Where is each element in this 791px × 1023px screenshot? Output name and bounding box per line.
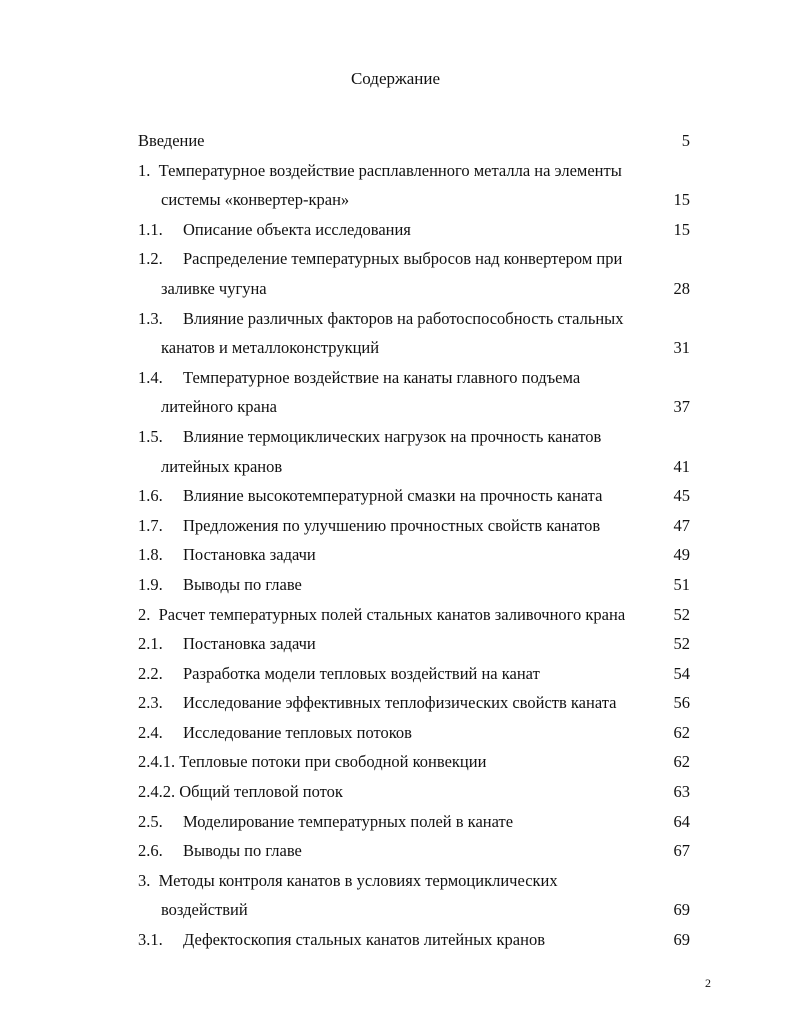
toc-entry-text: Распределение температурных выбросов над конвертером при [183, 249, 623, 269]
toc-entry-page: 31 [673, 338, 690, 358]
toc-entry [138, 747, 700, 777]
toc-entry-number: 2.5. [138, 811, 163, 831]
toc-entry [138, 244, 700, 274]
toc-entry-text: воздействий [161, 900, 248, 920]
toc-entry-number: 2.4.1. [138, 752, 176, 772]
toc-entry [138, 807, 700, 837]
toc-entry-page: 41 [673, 456, 690, 476]
toc-entry-text: Влияние различных факторов на работоспособность стальных [183, 308, 624, 328]
toc-entry-text: Постановка задачи [183, 634, 316, 654]
toc-entry-text: Выводы по главе [183, 841, 302, 861]
toc-entry-text: литейных кранов [161, 456, 283, 476]
toc-entry-number: 1. [138, 160, 151, 180]
toc-entry [138, 363, 700, 393]
toc-entry-text: Расчет температурных полей стальных канатов заливочного крана [158, 604, 626, 624]
toc-entry-continuation [138, 333, 700, 363]
toc-entry [138, 511, 700, 541]
toc-entry-text: Исследование тепловых потоков [183, 722, 412, 742]
page-title: Содержание [350, 69, 441, 88]
toc-entry-page: 5 [681, 131, 690, 150]
toc-entry-number: 2.1. [138, 634, 163, 654]
toc-entry-page: 37 [673, 397, 690, 417]
toc-entry-text: Моделирование температурных полей в канате [183, 811, 514, 831]
toc-entry [138, 481, 700, 511]
toc-entry-text: Тепловые потоки при свободной конвекции [179, 752, 487, 772]
toc-entry-continuation [138, 452, 700, 482]
toc-entry-page: 63 [673, 782, 690, 802]
toc-entry-number: 2.4.2. [138, 782, 176, 802]
toc-entry-number: 1.3. [138, 308, 163, 328]
toc-entry-page: 62 [673, 722, 690, 742]
toc-entry-number: 3. [138, 870, 151, 890]
toc-entry [138, 836, 700, 866]
toc-entry-page: 28 [673, 278, 690, 298]
toc-entry-text: Выводы по главе [183, 574, 302, 594]
toc-entry-number: 1.8. [138, 545, 163, 565]
toc-entry [138, 156, 700, 186]
toc-entry-page: 52 [673, 604, 690, 624]
toc-entry-continuation [138, 392, 700, 422]
table-of-contents [138, 126, 700, 955]
toc-entry-text: Предложения по улучшению прочностных свойств канатов [183, 515, 601, 535]
toc-entry-number: 1.7. [138, 515, 163, 535]
toc-entry [138, 688, 700, 718]
toc-entry-text: заливке чугуна [161, 278, 267, 298]
toc-entry-number: 2.2. [138, 663, 163, 683]
toc-entry [138, 777, 700, 807]
toc-entry-page: 52 [673, 634, 690, 654]
toc-entry-text: Влияние высокотемпературной смазки на прочность каната [183, 486, 603, 506]
toc-entry [138, 570, 700, 600]
toc-entry-page: 51 [673, 574, 690, 594]
toc-entry-text: Температурное воздействие расплавленного металла на элементы [158, 160, 622, 180]
toc-entry [138, 718, 700, 748]
toc-entry-page: 62 [673, 752, 690, 772]
toc-entry-text: Постановка задачи [183, 545, 316, 565]
toc-entry [138, 215, 700, 245]
toc-entry-number: 1.6. [138, 486, 163, 506]
toc-entry-number: 2.3. [138, 693, 163, 713]
toc-entry-text: Введение [138, 131, 205, 150]
toc-entry-text: Температурное воздействие на канаты главного подъема [183, 367, 581, 387]
toc-entry-number: 1.4. [138, 367, 163, 387]
toc-entry-page: 49 [673, 545, 690, 565]
toc-entry-number: 1.2. [138, 249, 163, 269]
toc-entry-page: 56 [673, 693, 690, 713]
toc-entry-number: 1.1. [138, 219, 163, 239]
toc-entry-page: 54 [673, 663, 690, 683]
toc-entry [138, 600, 700, 630]
toc-entry-page: 47 [673, 515, 690, 535]
toc-entry [138, 126, 700, 156]
toc-entry-text: Описание объекта исследования [183, 219, 411, 239]
toc-entry [138, 629, 700, 659]
toc-entry [138, 304, 700, 334]
toc-entry [138, 422, 700, 452]
toc-entry [138, 659, 700, 689]
toc-entry-page: 45 [673, 486, 690, 506]
toc-entry-text: Исследование эффективных теплофизических свойств каната [183, 693, 617, 713]
toc-entry-number: 2.4. [138, 722, 163, 742]
toc-entry-page: 67 [673, 841, 690, 861]
toc-entry-continuation [138, 274, 700, 304]
toc-entry-text: Общий тепловой поток [179, 782, 343, 802]
toc-entry-number: 1.5. [138, 426, 163, 446]
toc-entry-text: Разработка модели тепловых воздействий на канат [183, 663, 540, 683]
toc-entry-text: Методы контроля канатов в условиях термоциклических [158, 870, 558, 890]
toc-entry-page: 69 [673, 930, 690, 950]
toc-entry-number: 2.6. [138, 841, 163, 861]
toc-entry-page: 64 [673, 811, 690, 831]
toc-entry-page: 15 [673, 190, 690, 210]
toc-entry-number: 2. [138, 604, 151, 624]
toc-entry-text: системы «конвертер-кран» [161, 190, 350, 210]
toc-entry-continuation [138, 895, 700, 925]
toc-entry [138, 925, 700, 955]
toc-entry-text: литейного крана [161, 397, 277, 417]
toc-entry-page: 69 [673, 900, 690, 920]
toc-entry [138, 866, 700, 896]
page-number: 2 [705, 976, 711, 990]
toc-entry-text: Дефектоскопия стальных канатов литейных кранов [183, 930, 545, 950]
toc-entry-continuation [138, 185, 700, 215]
toc-entry-text: канатов и металлоконструкций [161, 338, 380, 358]
toc-entry-number: 3.1. [138, 930, 163, 950]
toc-entry-number: 1.9. [138, 574, 163, 594]
toc-entry-page: 15 [673, 219, 690, 239]
toc-entry-text: Влияние термоциклических нагрузок на прочность канатов [183, 426, 602, 446]
toc-entry [138, 540, 700, 570]
